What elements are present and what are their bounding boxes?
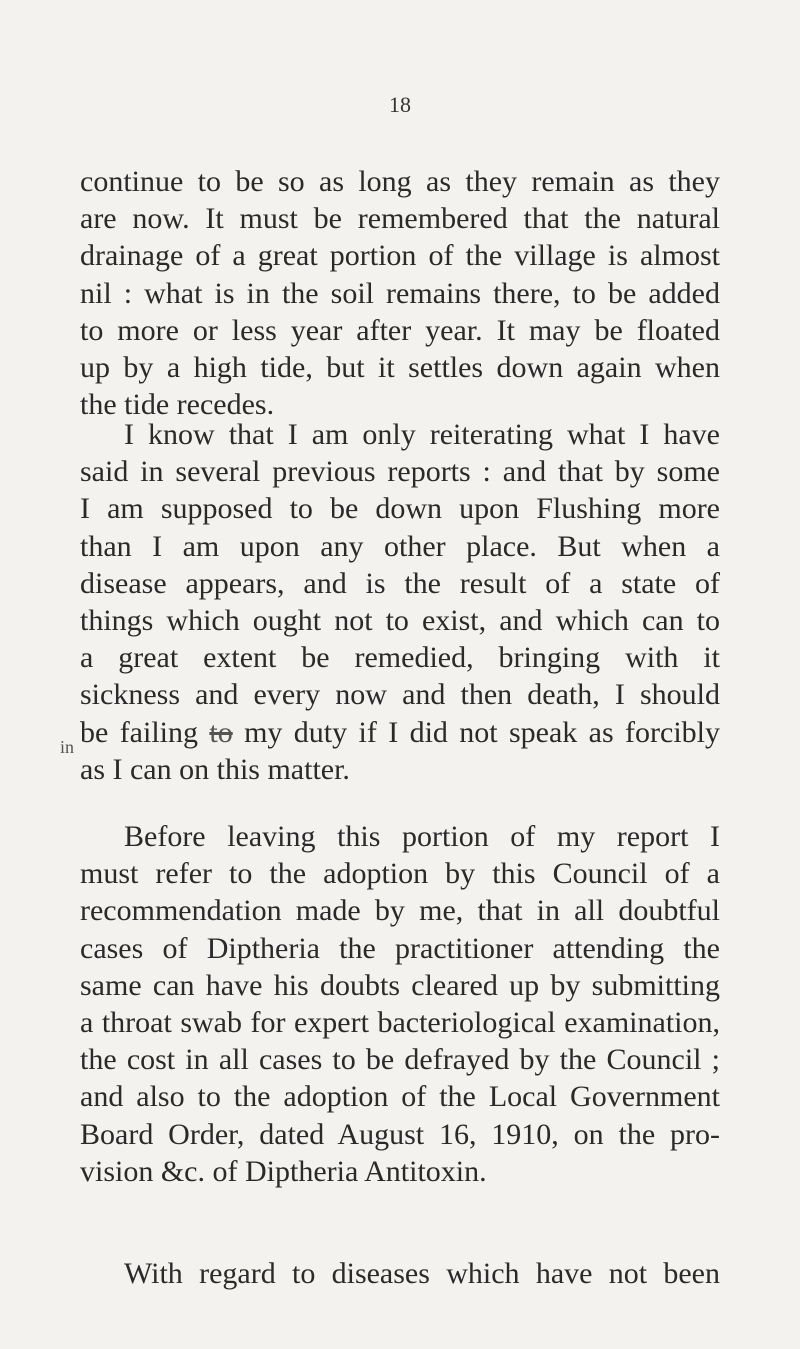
- text-line: the tide recedes.: [80, 388, 275, 422]
- text-line: nil : what is in the soil remains there, to be added: [80, 276, 720, 310]
- text-line: With regard to diseases which have not been: [124, 1257, 720, 1290]
- text-line: up by a high tide, but it settles down again when: [80, 350, 720, 384]
- text-line: disease appears, and is the result of a state of: [80, 566, 720, 600]
- text-line: drainage of a great portion of the village is almost: [80, 239, 720, 273]
- text-line: are now. It must be remembered that the natural: [80, 202, 720, 236]
- text-line: as I can on this matter.: [80, 752, 350, 786]
- text-line: same can have his doubts cleared up by submitting: [80, 968, 720, 1002]
- text-line: I know that I am only reiterating what I have: [124, 418, 720, 451]
- line-suffix: my duty if I did not speak as forcibly: [232, 715, 720, 749]
- text-line: a throat swab for expert bacteriological examination,: [80, 1005, 720, 1039]
- text-line: Board Order, dated August 16, 1910, on the pro-: [80, 1117, 720, 1151]
- text-line: sickness and every now and then death, I should: [80, 678, 720, 712]
- text-line-with-correction: [80, 714, 720, 751]
- text-line: must refer to the adoption by this Council of a: [80, 857, 720, 891]
- text-line: a great extent be remedied, bringing with it: [80, 641, 720, 675]
- text-line: to more or less year after year. It may be floated: [80, 313, 720, 347]
- text-line: and also to the adoption of the Local Government: [80, 1080, 720, 1114]
- text-line: said in several previous reports : and that by some: [80, 455, 720, 489]
- paragraph-4: [80, 1255, 720, 1292]
- text-line: cases of Diptheria the practitioner attending the: [80, 931, 720, 965]
- margin-annotation: in: [60, 737, 75, 757]
- text-line: I am supposed to be down upon Flushing more: [80, 492, 720, 526]
- text-line: continue to be so as long as they remain as they: [80, 165, 720, 198]
- paragraph-3: [80, 818, 720, 1190]
- text-line: Before leaving this portion of my report I: [124, 820, 720, 853]
- text-line: vision &c. of Diptheria Antitoxin.: [80, 1154, 487, 1188]
- paragraph-2: [80, 416, 720, 788]
- paragraph-1: [80, 163, 720, 423]
- struck-word: to: [209, 715, 233, 749]
- page-number: 18: [389, 92, 411, 117]
- text-line: things which ought not to exist, and which can to: [80, 603, 720, 637]
- line-prefix: be failing: [80, 715, 210, 749]
- text-line: recommendation made by me, that in all doubtful: [80, 894, 720, 928]
- text-line: than I am upon any other place. But when a: [80, 529, 720, 563]
- text-line: the cost in all cases to be defrayed by the Council ;: [80, 1043, 720, 1077]
